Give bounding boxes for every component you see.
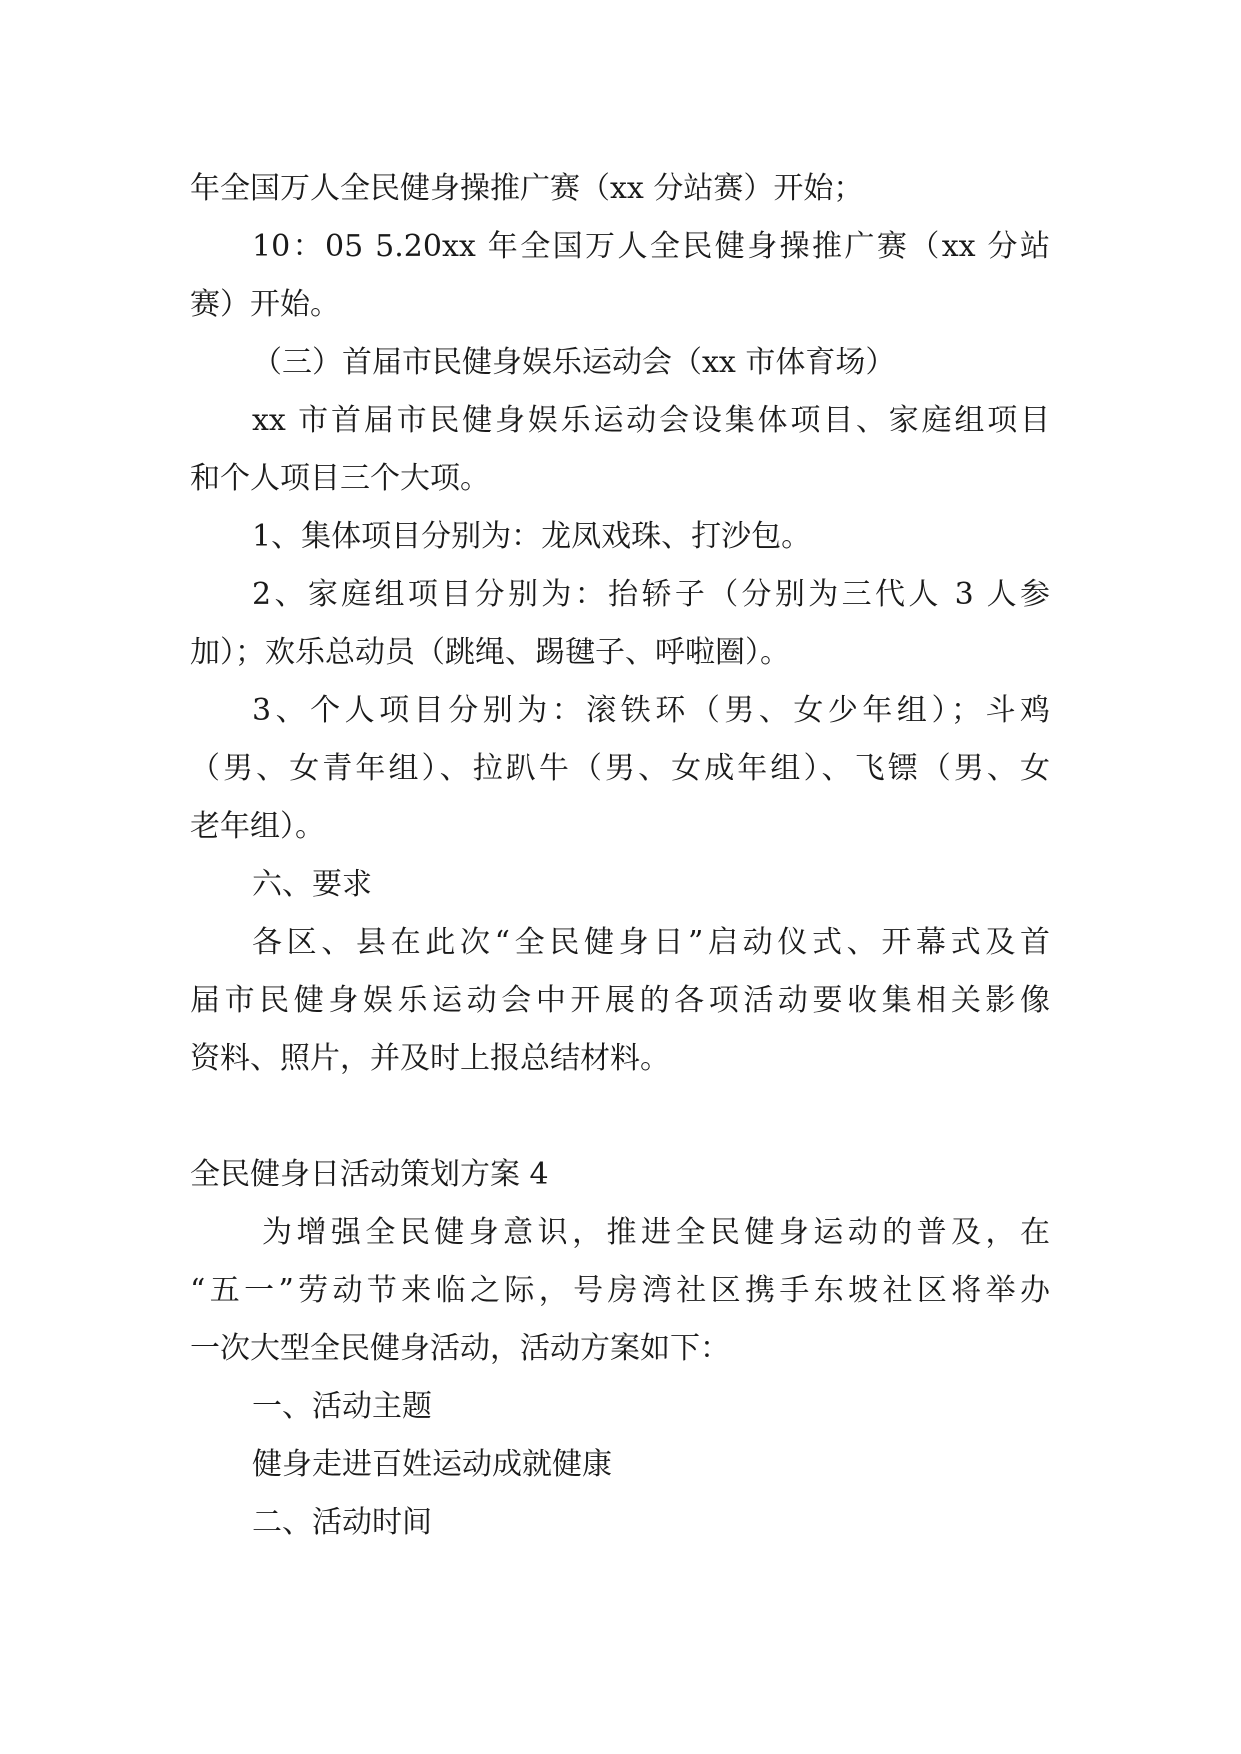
section-heading: 二、活动时间 [252, 1505, 432, 1540]
section-heading: 一、活动主题 [252, 1389, 432, 1424]
section-heading: （三）首届市民健身娱乐运动会（xx 市体育场） [252, 345, 896, 380]
list-item: 3、个人项目分别为：滚铁环（男、女少年组）；斗鸡 [252, 693, 1050, 728]
list-item: 1、集体项目分别为：龙凤戏珠、打沙包。 [252, 519, 812, 554]
text-line: 各区、县在此次“全民健身日”启动仪式、开幕式及首 [252, 925, 1050, 960]
text-line: 资料、照片，并及时上报总结材料。 [190, 1041, 670, 1076]
text-line: 和个人项目三个大项。 [190, 461, 490, 496]
text-line: （男、女青年组）、拉趴牛（男、女成年组）、飞镖（男、女 [190, 751, 1050, 786]
document-title: 全民健身日活动策划方案 4 [190, 1157, 549, 1192]
text-line: 为增强全民健身意识，推进全民健身运动的普及，在 [262, 1215, 1050, 1250]
paragraph-gap [190, 1088, 1050, 1146]
text-line: 健身走进百姓运动成就健康 [252, 1447, 612, 1482]
section-heading: 六、要求 [252, 867, 372, 902]
text-line: 加）；欢乐总动员（跳绳、踢毽子、呼啦圈）。 [190, 635, 790, 670]
list-item: 2、家庭组项目分别为：抬轿子（分别为三代人 3 人参 [252, 577, 1050, 612]
text-line: 年全国万人全民健身操推广赛（xx 分站赛）开始； [190, 171, 864, 206]
text-line: 10：05 5.20xx 年全国万人全民健身操推广赛（xx 分站 [252, 229, 1050, 264]
text-line: xx 市首届市民健身娱乐运动会设集体项目、家庭组项目 [252, 403, 1050, 438]
text-line: 老年组）。 [190, 809, 325, 844]
text-line: 届市民健身娱乐运动会中开展的各项活动要收集相关影像 [190, 983, 1050, 1018]
document-body [190, 160, 1050, 1552]
text-line: “五一”劳动节来临之际，号房湾社区携手东坡社区将举办 [190, 1273, 1050, 1308]
text-line: 一次大型全民健身活动，活动方案如下： [190, 1331, 730, 1366]
text-line: 赛）开始。 [190, 287, 340, 322]
